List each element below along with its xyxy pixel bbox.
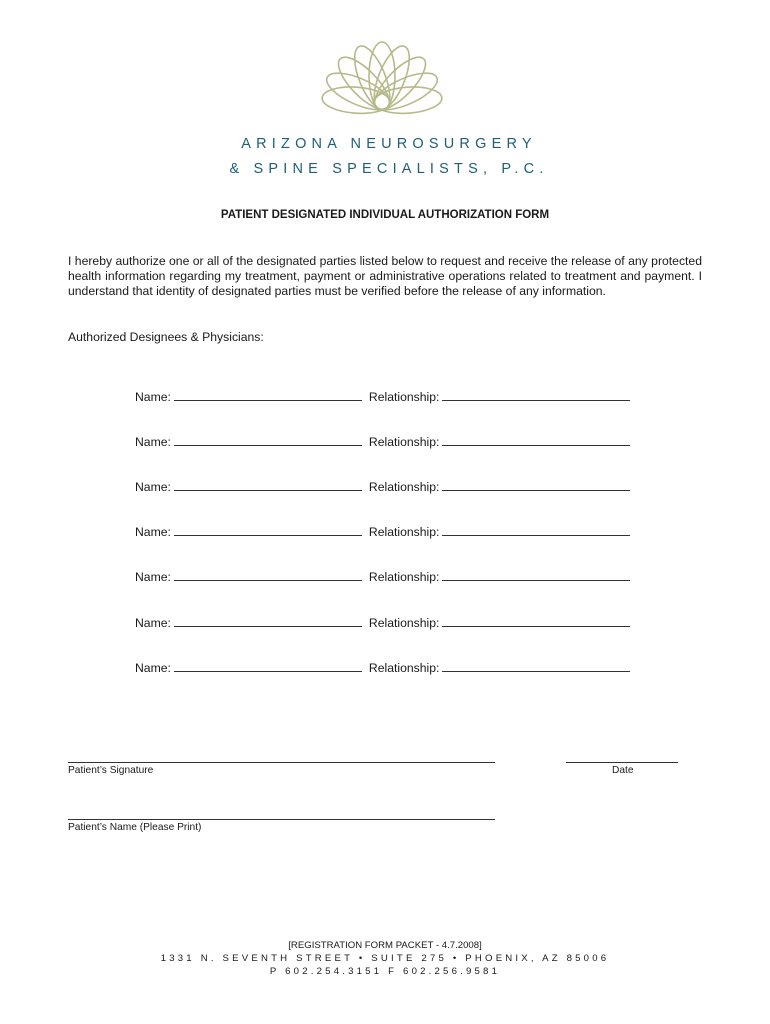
date-field[interactable] <box>566 762 678 763</box>
relationship-label: Relationship: <box>368 435 440 449</box>
designee-row <box>135 615 630 630</box>
name-label: Name: <box>135 435 171 449</box>
relationship-field[interactable] <box>442 479 630 491</box>
relationship-field[interactable] <box>442 434 630 446</box>
relationship-label: Relationship: <box>368 661 440 675</box>
name-field[interactable] <box>174 434 362 446</box>
relationship-field[interactable] <box>442 389 630 401</box>
designee-row <box>135 569 630 584</box>
designees-heading: Authorized Designees & Physicians: <box>68 330 264 344</box>
designee-row <box>135 434 630 449</box>
name-label: Name: <box>135 661 171 675</box>
footer-packet-label: [REGISTRATION FORM PACKET - 4.7.2008] <box>288 940 482 951</box>
designee-row <box>135 389 630 404</box>
name-label: Name: <box>135 525 171 539</box>
company-name-line2: & SPINE SPECIALISTS, P.C. <box>229 161 549 177</box>
name-field[interactable] <box>174 569 362 581</box>
footer-phone: P 602.254.3151 F 602.256.9581 <box>269 966 501 977</box>
company-name-line1: ARIZONA NEUROSURGERY <box>241 136 537 152</box>
relationship-field[interactable] <box>442 569 630 581</box>
date-label: Date <box>612 765 634 776</box>
name-label: Name: <box>135 570 171 584</box>
relationship-label: Relationship: <box>368 525 440 539</box>
designee-row <box>135 660 630 675</box>
name-label: Name: <box>135 616 171 630</box>
name-label: Name: <box>135 390 171 404</box>
relationship-label: Relationship: <box>368 570 440 584</box>
relationship-field[interactable] <box>442 660 630 672</box>
relationship-label: Relationship: <box>368 480 440 494</box>
name-field[interactable] <box>174 524 362 536</box>
authorization-statement: I hereby authorize one or all of the designated parties listed below to request and receive the release of any protected health information regarding my treatment, payment or administrative operations related to treatment and payment. I understand that identity of designated parties must be verified before the release of any information. <box>68 254 702 299</box>
name-field[interactable] <box>174 389 362 401</box>
relationship-field[interactable] <box>442 524 630 536</box>
designee-row <box>135 479 630 494</box>
name-field[interactable] <box>174 615 362 627</box>
relationship-label: Relationship: <box>368 390 440 404</box>
signature-label: Patient’s Signature <box>68 765 154 776</box>
name-field[interactable] <box>174 660 362 672</box>
signature-field[interactable] <box>68 762 495 763</box>
relationship-field[interactable] <box>442 615 630 627</box>
print-name-label: Patient’s Name (Please Print) <box>68 822 202 833</box>
name-label: Name: <box>135 480 171 494</box>
form-title: PATIENT DESIGNATED INDIVIDUAL AUTHORIZATION FORM <box>220 209 550 221</box>
lotus-logo-icon <box>319 30 445 116</box>
relationship-label: Relationship: <box>368 616 440 630</box>
designee-row <box>135 524 630 539</box>
footer-address: 1331 N. SEVENTH STREET • SUITE 275 • PHOENIX, AZ 85006 <box>160 953 610 964</box>
print-name-field[interactable] <box>68 819 495 820</box>
name-field[interactable] <box>174 479 362 491</box>
